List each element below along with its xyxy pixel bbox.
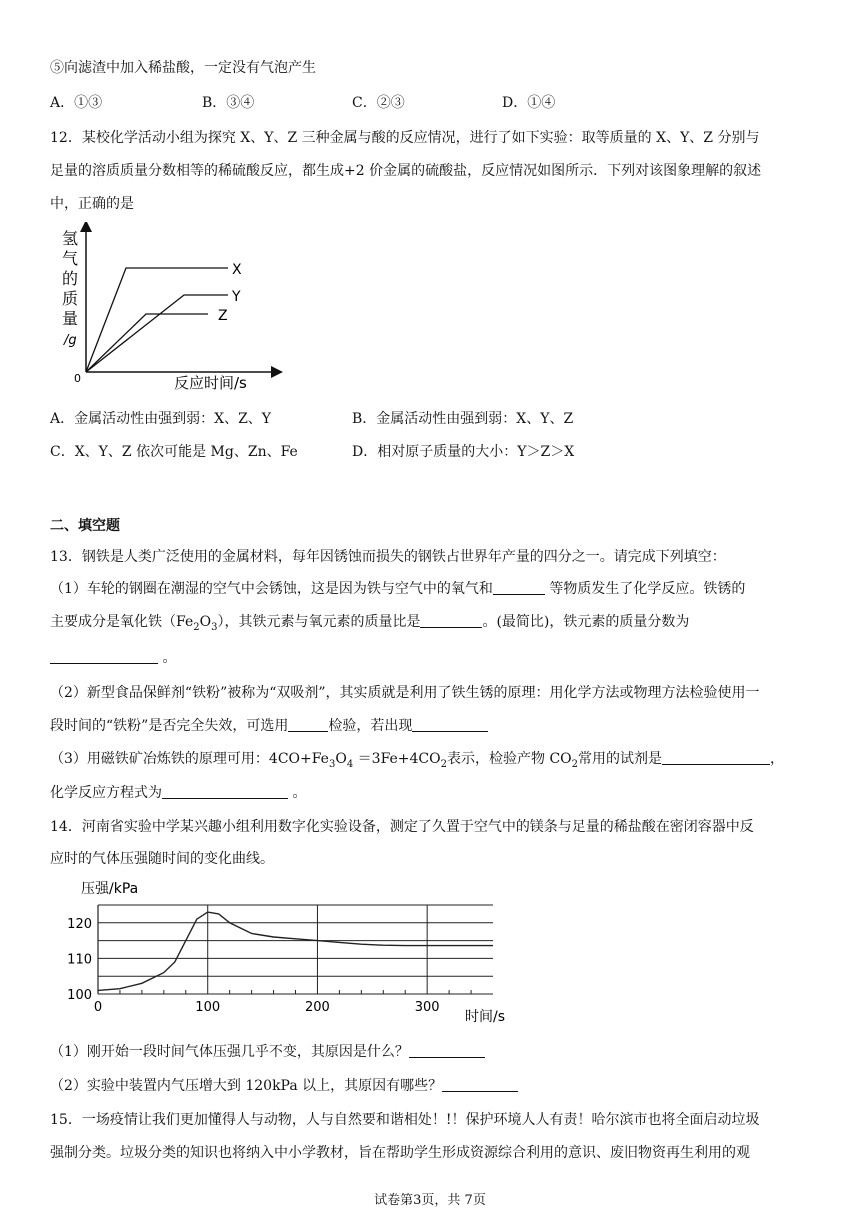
q14-blank-1[interactable]	[409, 1043, 485, 1058]
page-footer: 试卷第3页，共 7页	[374, 1193, 486, 1208]
q11-item-5: ⑤向滤渣中加入稀盐酸，一定没有气泡产生	[50, 60, 316, 76]
q12-stem-line-1: 12．某校化学活动小组为探究 X、Y、Z 三种金属与酸的反应情况，进行了如下实验：取等质量的 X、Y、Z 分别与	[50, 130, 760, 146]
q14-chart-ylabel: 压强/kPa	[81, 881, 139, 897]
q14-stem-line-1: 14．河南省实验中学某兴趣小组利用数字化实验设备，测定了久置于空气中的镁条与足量的稀盐酸在密闭容器中反	[50, 819, 754, 835]
q12-line-x	[86, 268, 228, 372]
q12-option-d: D．相对原子质量的大小：Y＞Z＞X	[352, 444, 575, 460]
q13-blank-7[interactable]	[162, 784, 288, 799]
q12-series-label-y: Y	[232, 289, 241, 305]
q13-part2-line-1: （2）新型食品保鲜剂“铁粉”被称为“双吸剂”，其实质就是利用了铁生锈的原理：用化学方法或物理方法检验使用一	[50, 685, 760, 701]
q13-part2-line-2: 段时间的“铁粉”是否完全失效，可选用 检验，若出现	[50, 716, 488, 736]
section-fill-in-blank-title: 二、填空题	[50, 518, 120, 534]
q13-part3-line-1: （3）用磁铁矿冶炼铁的原理可用：$4CO+Fe_3O_4 =3Fe+4CO_2$表示，检验产物 $CO_2$常用的试剂是 ，	[50, 751, 785, 770]
q13-blank-5[interactable]	[412, 717, 488, 732]
q13-blank-6[interactable]	[662, 750, 770, 765]
q12-ylabel-4: 量	[62, 309, 79, 328]
q11-option-d: D．①④	[502, 95, 556, 111]
q12-xlabel: 反应时间/s	[174, 374, 247, 392]
q14-question-1: （1）刚开始一段时间气体压强几乎不变，其原因是什么？	[50, 1042, 485, 1062]
q14-xtick-label: 200	[305, 1000, 330, 1015]
q11-option-c: C．②③	[352, 95, 405, 111]
q13-blank-2[interactable]	[420, 613, 482, 628]
q12-stem-line-3: 中，正确的是	[50, 196, 134, 212]
q12-series-label-x: X	[232, 262, 242, 278]
q13-part1-line-2: 主要成分是氧化铁$(Fe_2O_3)$，其铁元素与氧元素的质量比是 。(最简比)，铁元素的质量分数为	[50, 614, 690, 633]
q14-pressure-chart	[55, 877, 525, 1027]
q12-option-a: A．金属活动性由强到弱：X、Z、Y	[50, 411, 272, 427]
q14-question-2: （2）实验中装置内气压增大到 120kPa 以上，其原因有哪些？	[50, 1076, 518, 1096]
q13-stem: 13．钢铁是人类广泛使用的金属材料，每年因锈蚀而损失的钢铁占世界年产量的四分之一。请完成下列填空：	[50, 549, 726, 565]
q14-stem-line-2: 应时的气体压强随时间的变化曲线。	[50, 851, 274, 867]
q14-xtick-label: 0	[93, 1000, 103, 1015]
q11-option-a: A．①③	[50, 95, 103, 111]
q12-hydrogen-graph	[52, 222, 292, 392]
q14-xtick-label: 300	[414, 1000, 440, 1015]
q14-ytick-label: 110	[67, 952, 92, 968]
q12-ylabel-unit: /g	[64, 333, 77, 348]
q12-origin-label: 0	[74, 372, 81, 385]
q13-blank-4[interactable]	[288, 717, 328, 732]
q15-line-2: 强制分类。垃圾分类的知识也将纳入中小学教材，旨在帮助学生形成资源综合利用的意识、废旧物资再生利用的观	[50, 1145, 750, 1161]
q14-xtick-label: 100	[195, 1000, 221, 1015]
q13-part1-line-1: （1）车轮的钢圈在潮湿的空气中会锈蚀，这是因为铁与空气中的氧气和 等物质发生了化学反应。铁锈的	[50, 581, 746, 597]
q14-ytick-label: 120	[67, 916, 92, 932]
q11-option-b: B．③④	[202, 95, 255, 111]
q12-option-b: B．金属活动性由强到弱：X、Y、Z	[352, 411, 574, 427]
q14-chart-xlabel: 时间/s	[465, 1009, 506, 1025]
q13-part1-line-3: 。	[50, 648, 176, 668]
q12-ylabel-3: 质	[62, 289, 79, 308]
q15-line-1: 15．一场疫情让我们更加懂得人与动物，人与自然要和谐相处！!！保护环境人人有责！哈尔滨市也将全面启动垃圾	[50, 1112, 760, 1128]
q12-ylabel-1: 气	[62, 249, 79, 268]
q14-blank-2[interactable]	[442, 1077, 518, 1092]
q12-option-c: C．X、Y、Z 依次可能是 Mg、Zn、Fe	[50, 444, 298, 460]
q13-blank-3[interactable]	[50, 649, 158, 664]
q12-ylabel-0: 氢	[62, 229, 79, 248]
q14-ytick-label: 100	[67, 988, 92, 1003]
q13-part3-line-2: 化学反应方程式为 。	[50, 785, 307, 801]
q12-line-y	[86, 295, 228, 372]
q13-blank-1[interactable]	[493, 580, 545, 595]
q14-pressure-curve	[98, 912, 493, 990]
q12-series-label-z: Z	[218, 308, 228, 324]
q12-ylabel-2: 的	[62, 269, 79, 288]
q12-stem-line-2: 足量的溶质质量分数相等的稀硫酸反应，都生成+2 价金属的硫酸盐，反应情况如图所示．下列对该图象理解的叙述	[50, 163, 762, 179]
